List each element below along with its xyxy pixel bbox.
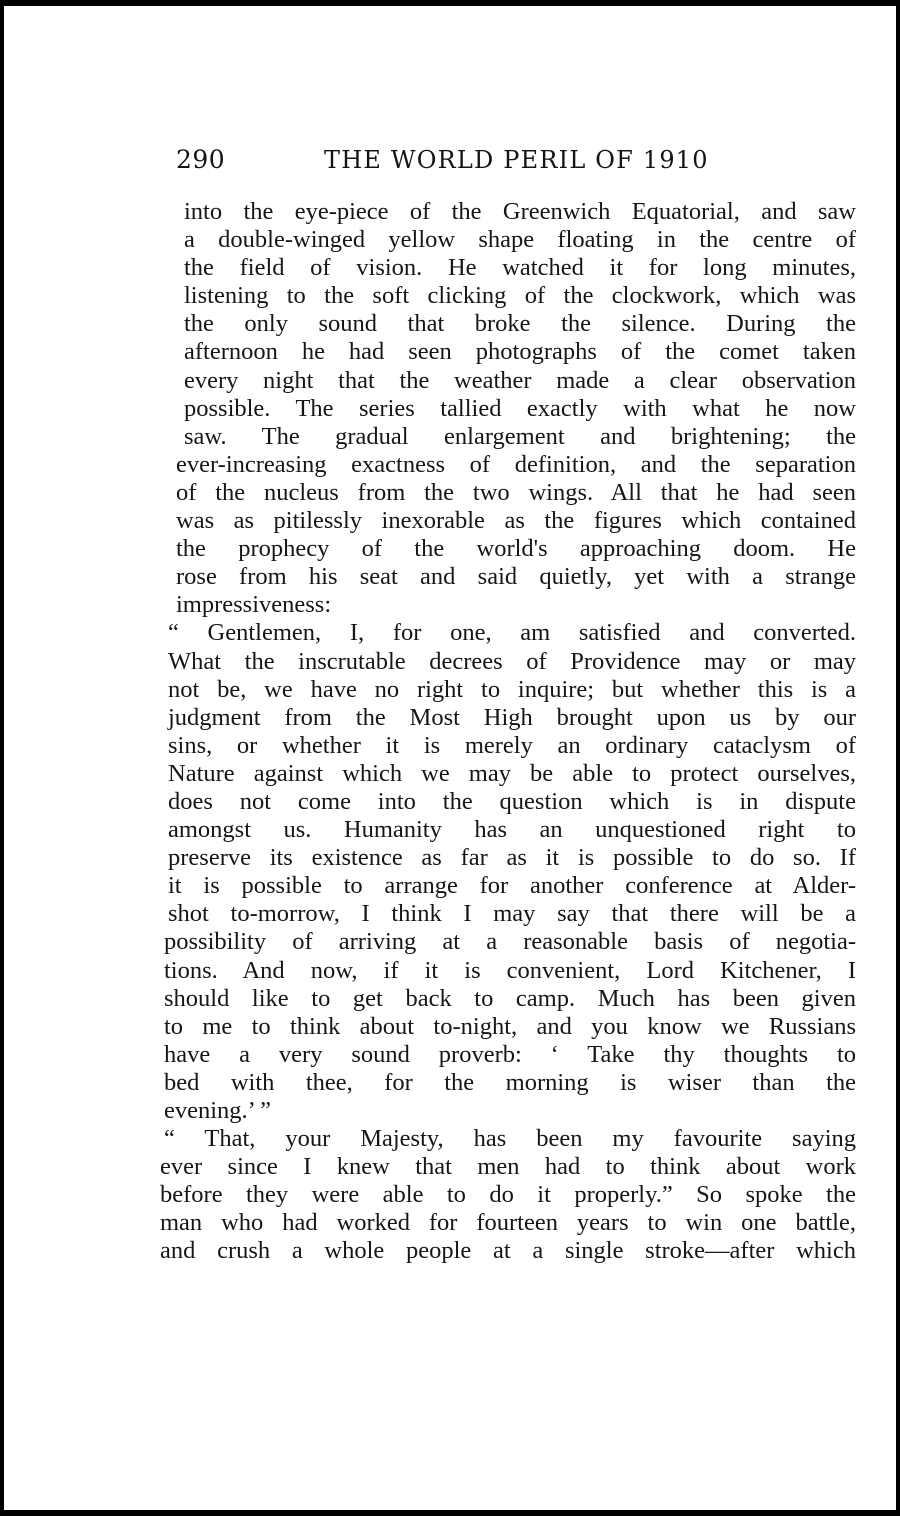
text-line: sins, or whether it is merely an ordinary cataclysm of (168, 731, 856, 759)
text-line: to me to think about to-night, and you know we Russians (164, 1012, 856, 1040)
text-line: before they were able to do it properly.” So spoke the (160, 1181, 856, 1209)
text-line: should like to get back to camp. Much has been given (164, 984, 856, 1012)
text-line: evening.’ ” (164, 1097, 272, 1124)
text-line: possible. The series tallied exactly with what he now (184, 394, 856, 422)
body-text (160, 198, 856, 1266)
text-line: not be, we have no right to inquire; but whether this is a (168, 675, 856, 703)
text-line: ever since I knew that men had to think about work (160, 1153, 856, 1181)
text-line: was as pitilessly inexorable as the figures which contained (176, 507, 856, 535)
text-line: have a very sound proverb: ‘ Take thy thoughts to (164, 1040, 856, 1068)
text-line: saw. The gradual enlargement and brightening; the (184, 422, 856, 450)
text-line: listening to the soft clicking of the clockwork, which was (184, 282, 856, 310)
text-line: “ Gentlemen, I, for one, am satisfied and converted. (168, 619, 856, 647)
text-line: What the inscrutable decrees of Providence may or may (168, 647, 856, 675)
page-number: 290 (176, 145, 226, 174)
text-line: does not come into the question which is in dispute (168, 787, 856, 815)
text-line: every night that the weather made a clear observation (184, 366, 856, 394)
scan-border-top (0, 0, 900, 6)
text-line: afternoon he had seen photographs of the comet taken (184, 338, 856, 366)
text-line: it is possible to arrange for another conference at Alder- (168, 872, 856, 900)
text-line: tions. And now, if it is convenient, Lord Kitchener, I (164, 956, 856, 984)
text-line: bed with thee, for the morning is wiser than the (164, 1068, 856, 1096)
text-line: shot to-morrow, I think I may say that there will be a (168, 900, 856, 928)
text-line: the field of vision. He watched it for long minutes, (184, 254, 856, 282)
text-line: and crush a whole people at a single stroke—after which (160, 1237, 856, 1265)
book-title: THE WORLD PERIL OF 1910 (324, 146, 709, 174)
text-line: preserve its existence as far as it is possible to do so. If (168, 844, 856, 872)
text-line: the prophecy of the world's approaching doom. He (176, 535, 856, 563)
text-line: ever-increasing exactness of definition, and the separation (176, 450, 856, 478)
text-line: into the eye-piece of the Greenwich Equatorial, and saw (184, 198, 856, 225)
text-line: Nature against which we may be able to protect ourselves, (168, 759, 856, 787)
text-line: amongst us. Humanity has an unquestioned right to (168, 816, 856, 844)
text-line: a double-winged yellow shape floating in the centre of (184, 226, 856, 254)
text-line: man who had worked for fourteen years to win one battle, (160, 1209, 856, 1237)
text-line: of the nucleus from the two wings. All that he had seen (176, 478, 856, 506)
scan-border-left (0, 0, 4, 1516)
text-line: “ That, your Majesty, has been my favourite saying (164, 1125, 856, 1153)
text-line: rose from his seat and said quietly, yet with a strange (176, 563, 856, 591)
text-line: judgment from the Most High brought upon us by our (168, 703, 856, 731)
text-line: the only sound that broke the silence. During the (184, 310, 856, 338)
text-line: impressiveness: (176, 591, 332, 619)
running-head (176, 144, 736, 180)
scan-border-bottom (0, 1510, 900, 1516)
scan-border-right (896, 0, 900, 1516)
text-line: possibility of arriving at a reasonable basis of negotia- (164, 928, 856, 956)
